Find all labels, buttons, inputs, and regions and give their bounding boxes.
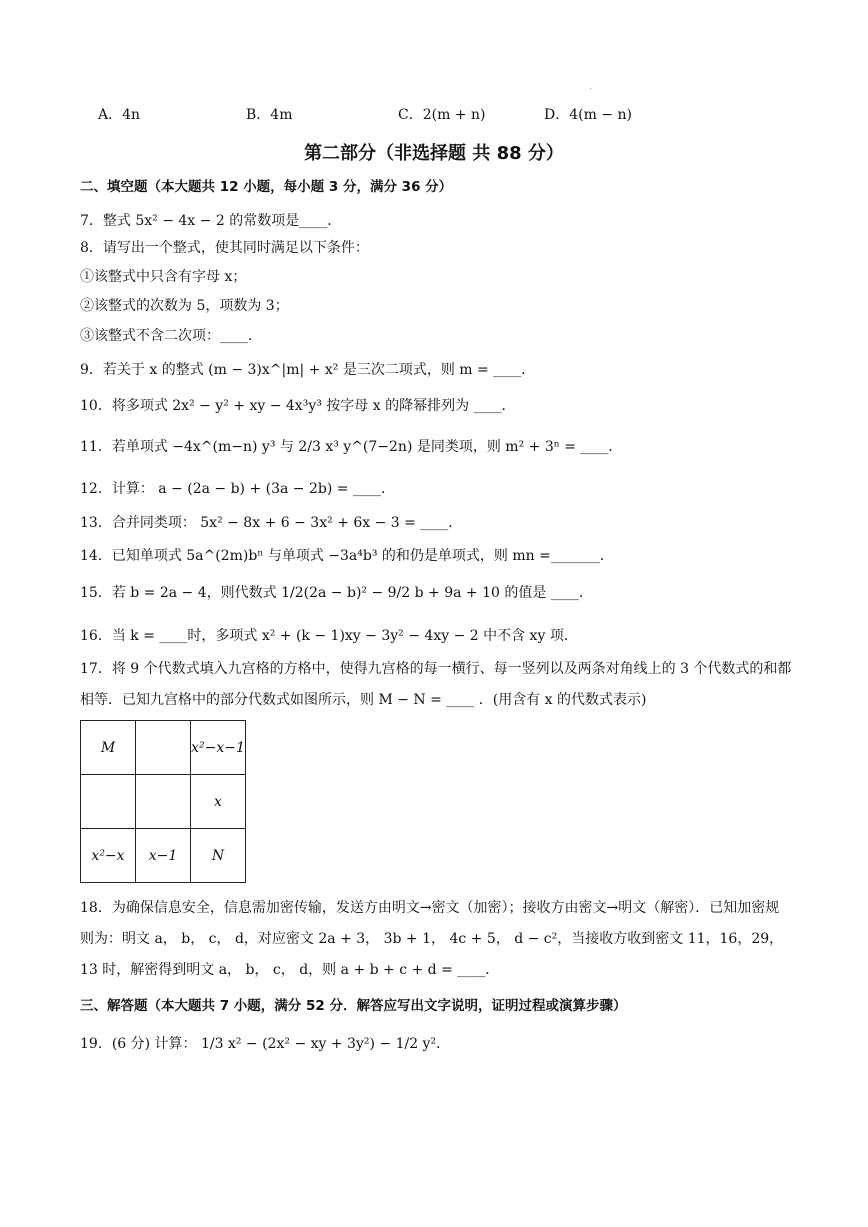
option-d: D．4(m − n) — [544, 107, 632, 123]
grid-cell: M — [81, 721, 136, 775]
grid-cell: x−1 — [136, 829, 191, 883]
nine-grid — [80, 720, 246, 883]
section-heading-fill-blank: 二、填空题（本大题共 12 小题，每小题 3 分，满分 36 分） — [80, 179, 453, 195]
grid-cell: x — [191, 775, 246, 829]
question-8-condition-2: ②该整式的次数为 5，项数为 3； — [80, 298, 289, 314]
part-title: 第二部分（非选择题 共 88 分） — [304, 143, 564, 164]
question-17: 17．将 9 个代数式填入九宫格的方格中，使得九宫格的每一横行、每一竖列以及两条对角线上的 3 个代数式的和都相等．已知九宫格中的部分代数式如图所示，则 M − N = ____ ．(用含有 x 的代数式表示) — [80, 661, 792, 708]
question-10: 10．将多项式 2x² − y² + xy − 4x³y³ 按字母 x 的降幂排列为 ____． — [80, 398, 516, 414]
question-8-condition-3: ③该整式不含二次项：____． — [80, 328, 262, 344]
option-a: A．4n — [98, 107, 141, 123]
question-16: 16．当 k = ____时，多项式 x² + (k − 1)xy − 3y² − 4xy − 2 中不含 xy 项． — [80, 628, 578, 644]
question-15: 15．若 b = 2a − 4，则代数式 1/2(2a − b)² − 9/2 b + 9a + 10 的值是 ____． — [80, 585, 593, 601]
option-c: C．2(m + n) — [398, 107, 486, 123]
question-19: 19．(6 分) 计算： 1/3 x² − (2x² − xy + 3y²) − 1/2 y²． — [80, 1036, 451, 1052]
question-11: 11．若单项式 −4x^(m−n) y³ 与 2/3 x³ y^(7−2n) 是同类项，则 m² + 3ⁿ = ____． — [80, 439, 623, 455]
question-9: 9．若关于 x 的整式 (m − 3)x^|m| + x² 是三次二项式，则 m = ____． — [80, 362, 536, 378]
question-12: 12．计算： a − (2a − b) + (3a − 2b) = ____． — [80, 481, 395, 497]
question-8-condition-1: ①该整式中只含有字母 x； — [80, 269, 247, 285]
stray-dot — [590, 88, 591, 89]
grid-cell — [136, 775, 191, 829]
grid-cell: N — [191, 829, 246, 883]
question-18: 18．为确保信息安全，信息需加密传输，发送方由明文→密文（加密）；接收方由密文→明文（解密）．已知加密规则为：明文 a， b， c， d，对应密文 2a + 3， 3b + 1， 4c + 5， d − c²，当接收方收到密文 11，16，29，13 时，解密得到明文 a， b， c， d，则 a + b + c + d = ____． — [80, 900, 784, 978]
grid-cell: x²−x−1 — [191, 721, 246, 775]
grid-cell: x²−x — [81, 829, 136, 883]
grid-cell — [81, 775, 136, 829]
question-7: 7．整式 5x² − 4x − 2 的常数项是____． — [80, 213, 342, 229]
question-8: 8．请写出一个整式，使其同时满足以下条件： — [80, 240, 369, 256]
question-13: 13．合并同类项： 5x² − 8x + 6 − 3x² + 6x − 3 = ____． — [80, 515, 463, 531]
grid-cell — [136, 721, 191, 775]
section-heading-solutions: 三、解答题（本大题共 7 小题，满分 52 分．解答应写出文字说明，证明过程或演算步骤） — [80, 998, 627, 1014]
question-14: 14．已知单项式 5a^(2m)bⁿ 与单项式 −3a⁴b³ 的和仍是单项式，则 mn =_______． — [80, 548, 614, 564]
option-b: B．4m — [246, 107, 293, 123]
